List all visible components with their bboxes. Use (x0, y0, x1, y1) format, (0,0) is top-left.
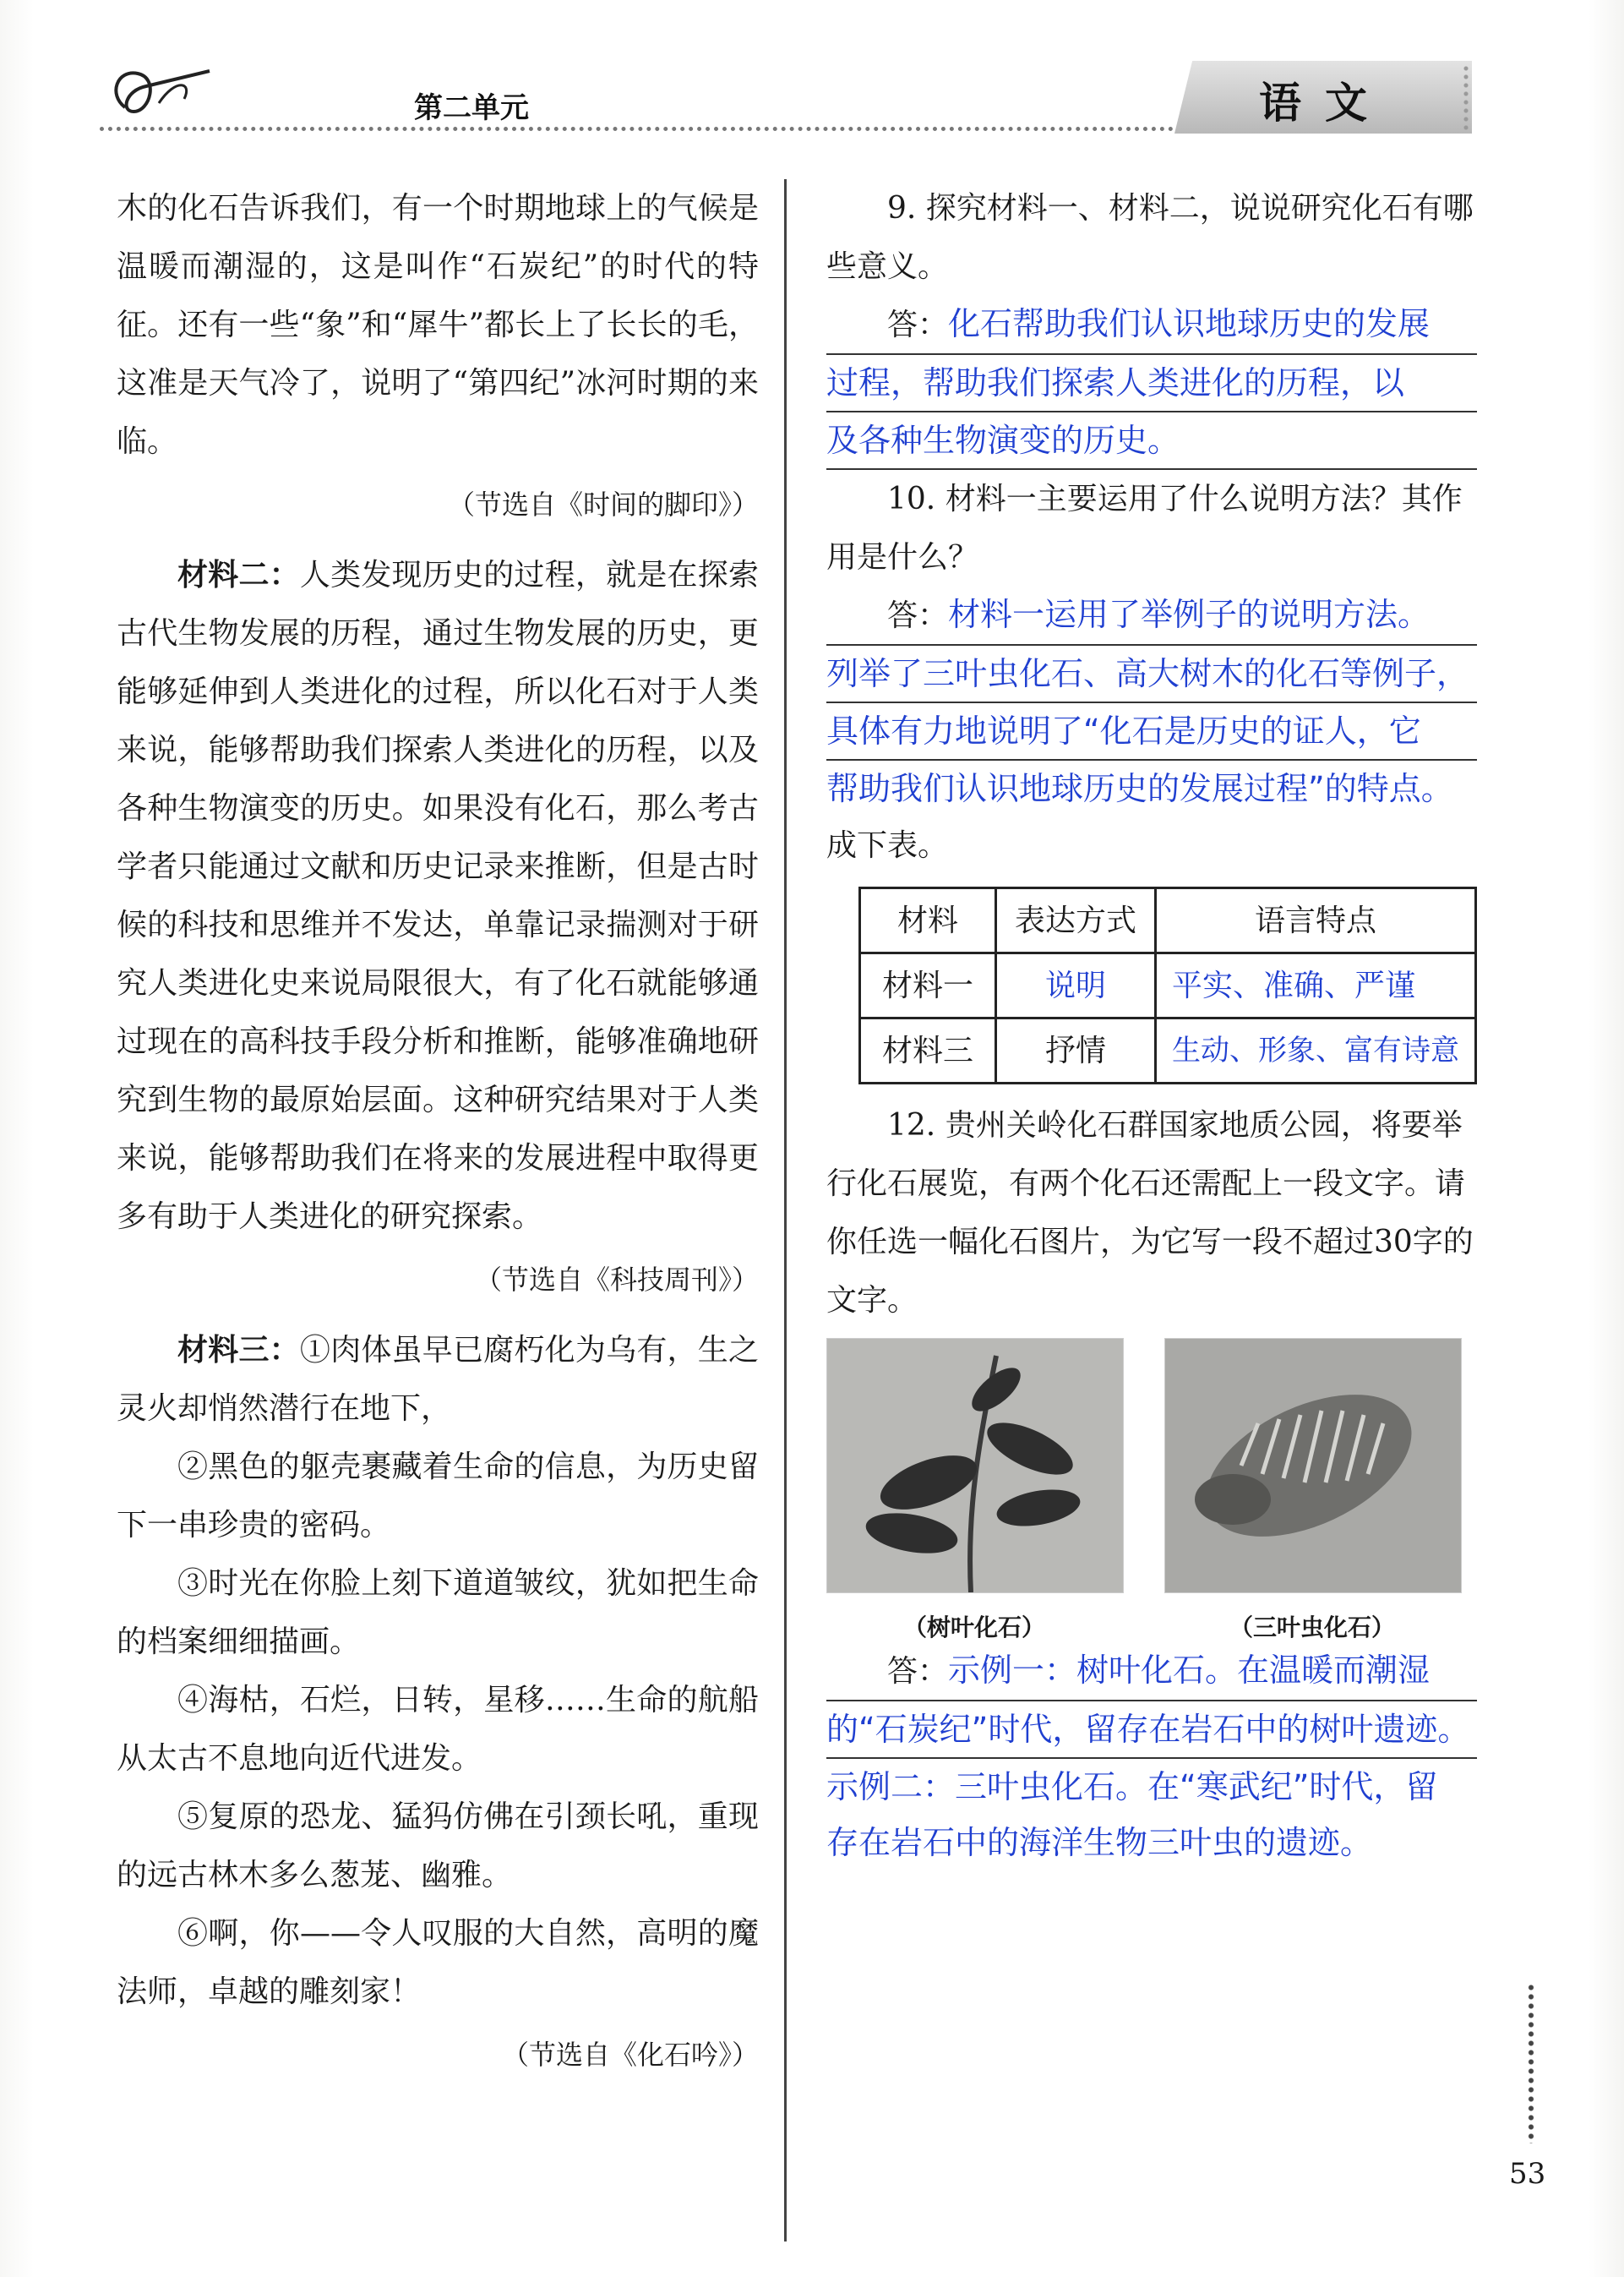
answer-10 (826, 587, 1477, 816)
source-2: （节选自《科技周刊》） (474, 1264, 759, 1296)
table-cell: 说明 (996, 953, 1156, 1018)
answer-line: 存在岩石中的海洋生物三叶虫的遗迹。 (826, 1824, 1373, 1861)
answer-12 (826, 1642, 1477, 1870)
answer-line: 过程，帮助我们探索人类进化的历程，以 (826, 355, 1477, 412)
material3-line6: ⑥啊，你——令人叹服的大自然，高明的魔法师，卓越的雕刻家！ (117, 1916, 759, 2009)
answer-line (826, 587, 1477, 646)
source-3: （节选自《化石吟》） (501, 2039, 759, 2071)
material3-line4: ④海枯，石烂，日转，星移……生命的航船从太古不息地向近代进发。 (117, 1683, 759, 1776)
material3-label: 材料三： (177, 1332, 300, 1368)
column-divider (784, 179, 787, 2242)
trilobite-fossil-icon (1165, 1339, 1461, 1592)
answer-line (826, 1642, 1477, 1701)
answer-lead: 答： (887, 308, 949, 342)
table-cell: 平实、准确、严谨 (1155, 953, 1475, 1018)
page-header (0, 0, 1624, 152)
material3-line2: ②黑色的躯壳裹藏着生命的信息，为历史留下一串珍贵的密码。 (117, 1450, 759, 1543)
source-1: （节选自《时间的脚印》） (447, 489, 759, 521)
table-cell: 材料一 (860, 953, 996, 1018)
page-margin-dots (1528, 1983, 1534, 2143)
table-header: 表达方式 (996, 888, 1156, 953)
question-12: 12. 贵州关岭化石群国家地质公园，将要举行化石展览，有两个化石还需配上一段文字。请你任选一幅化石图片，为它写一段不超过30字的文字。 (826, 1108, 1474, 1318)
answer-9-text-1: 化石帮助我们认识地球历史的发展 (948, 305, 1431, 342)
material3-line5: ⑤复原的恐龙、猛犸仿佛在引颈长吼，重现的远古林木多么葱茏、幽雅。 (117, 1799, 759, 1892)
page-number: 53 (1509, 2157, 1546, 2191)
unit-title: 第二单元 (414, 91, 529, 125)
fig2-caption: （三叶虫化石） (1229, 1614, 1395, 1641)
table-cell: 材料三 (860, 1018, 996, 1084)
trilobite-fossil-image (1164, 1338, 1462, 1593)
header-dots (1462, 64, 1470, 132)
question-10: 10. 材料一主要运用了什么说明方法？其作用是什么？ (826, 482, 1463, 575)
answer-10-text-1: 材料一运用了举例子的说明方法。 (948, 596, 1431, 633)
fig1-caption: （树叶化石） (902, 1614, 1045, 1641)
material2 (117, 546, 759, 1246)
material2-label: 材料二： (177, 557, 300, 592)
material1-tail: 木的化石告诉我们，有一个时期地球上的气候是温暖而潮湿的，这是叫作“石炭纪”的时代的特征。还有一些“象”和“犀牛”都长上了长长的毛，这准是天气冷了，说明了“第四纪”冰河时期的来临。 (117, 191, 759, 459)
answer-line: 的“石炭纪”时代，留存在岩石中的树叶遗迹。 (826, 1701, 1477, 1759)
table-row (860, 1018, 1476, 1084)
leaf-fossil-image (826, 1338, 1124, 1593)
answer-line: 示例二：三叶虫化石。在“寒武纪”时代，留 (826, 1768, 1438, 1805)
answer-line: 具体有力地说明了“化石是历史的证人，它 (826, 703, 1477, 761)
table-row (860, 953, 1476, 1018)
table-cell: 抒情 (996, 1018, 1156, 1084)
answer-line: 列举了三叶虫化石、高大树木的化石等例子， (826, 646, 1477, 703)
question-11-tail: 成下表。 (826, 828, 949, 863)
answer-12-text-1: 示例一：树叶化石。在温暖而潮湿 (948, 1652, 1431, 1689)
table-cell: 生动、形象、富有诗意 (1155, 1018, 1475, 1084)
table-header: 语言特点 (1155, 888, 1475, 953)
material2-text: 人类发现历史的过程，就是在探索古代生物发展的历程，通过生物发展的历史，更能够延伸到人类进化的过程，所以化石对于人类来说，能够帮助我们探索人类进化的历程，以及各种生物演变的历史。如果没有化石，那么考古学者只能通过文献和历史记录来推断，但是古时候的科技和思维并不发达，单靠记录揣测对于研究人类进化史来说局限很大，有了化石就能够通过现在的高科技手段分析和推断，能够准确地研究到生物的最原始层面。这种研究结果对于人类来说，能够帮助我们在将来的发展进程中取得更多有助于人类进化的研究探索。 (117, 558, 759, 1234)
leaf-fossil-icon (827, 1339, 1123, 1592)
answer-line: 帮助我们认识地球历史的发展过程”的特点。 (826, 770, 1453, 807)
answer-lead: 答： (887, 598, 949, 633)
answer-9 (826, 296, 1477, 470)
fossil-figures (826, 1338, 1477, 1642)
decorative-swirl-icon (100, 61, 226, 128)
subject-label: 语文 (1259, 79, 1391, 128)
table-header-row (860, 888, 1476, 953)
material3-line3: ③时光在你脸上刻下道道皱纹，犹如把生命的档案细细描画。 (117, 1566, 759, 1659)
table-header: 材料 (860, 888, 996, 953)
answer-line (826, 296, 1477, 355)
material3-line1-text: ①肉体虽早已腐朽化为乌有，生之灵火却悄然潜行在地下， (117, 1333, 759, 1426)
left-column (117, 179, 759, 2096)
material3-line1 (117, 1321, 759, 1438)
right-column (826, 179, 1477, 1870)
answer-line: 及各种生物演变的历史。 (826, 412, 1477, 470)
answer-lead: 答： (887, 1654, 949, 1689)
question-9: 9. 探究材料一、材料二，说说研究化石有哪些意义。 (826, 191, 1474, 284)
comparison-table (858, 887, 1477, 1084)
